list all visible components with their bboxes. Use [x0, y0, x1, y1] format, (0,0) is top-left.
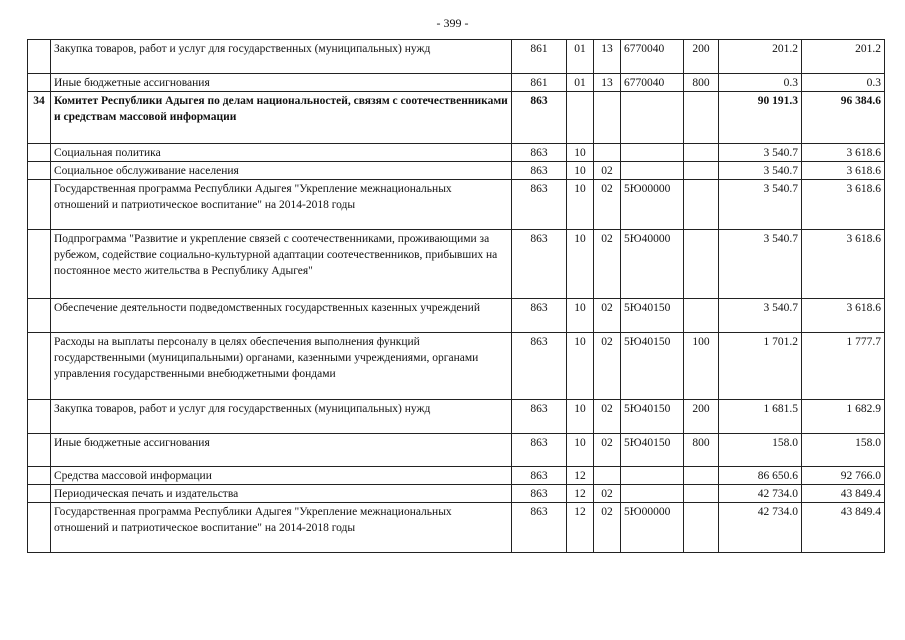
section-code-cell: 12	[567, 467, 594, 485]
item-name-cell: Социальная политика	[51, 144, 512, 162]
item-name-cell: Средства массовой информации	[51, 467, 512, 485]
amount-first-year-cell: 1 681.5	[719, 400, 802, 434]
amount-first-year-cell: 42 734.0	[719, 485, 802, 503]
row-number-cell	[28, 503, 51, 553]
target-article-cell: 5Ю40000	[621, 230, 684, 299]
department-code-cell: 863	[512, 333, 567, 400]
department-code-cell: 863	[512, 162, 567, 180]
subsection-code-cell	[594, 467, 621, 485]
section-code-cell: 10	[567, 333, 594, 400]
department-code-cell: 863	[512, 180, 567, 230]
amount-second-year-cell: 1 777.7	[802, 333, 885, 400]
expense-type-cell: 100	[684, 333, 719, 400]
section-code-cell	[567, 92, 594, 144]
amount-second-year-cell: 3 618.6	[802, 299, 885, 333]
amount-first-year-cell: 3 540.7	[719, 162, 802, 180]
target-article-cell	[621, 144, 684, 162]
target-article-cell	[621, 467, 684, 485]
target-article-cell	[621, 92, 684, 144]
target-article-cell: 6770040	[621, 40, 684, 74]
department-code-cell: 863	[512, 400, 567, 434]
amount-first-year-cell: 3 540.7	[719, 299, 802, 333]
table-body	[28, 40, 885, 553]
amount-second-year-cell: 3 618.6	[802, 162, 885, 180]
table-row	[28, 299, 885, 333]
department-code-cell: 863	[512, 485, 567, 503]
target-article-cell: 5Ю40150	[621, 400, 684, 434]
subsection-code-cell: 02	[594, 434, 621, 467]
row-number-cell	[28, 400, 51, 434]
table-row	[28, 74, 885, 92]
section-code-cell: 01	[567, 40, 594, 74]
amount-second-year-cell: 92 766.0	[802, 467, 885, 485]
table-row	[28, 503, 885, 553]
amount-first-year-cell: 3 540.7	[719, 144, 802, 162]
subsection-code-cell: 13	[594, 74, 621, 92]
amount-first-year-cell: 90 191.3	[719, 92, 802, 144]
section-code-cell: 10	[567, 299, 594, 333]
target-article-cell: 5Ю40150	[621, 333, 684, 400]
target-article-cell	[621, 162, 684, 180]
subsection-code-cell	[594, 144, 621, 162]
row-number-cell	[28, 74, 51, 92]
section-code-cell: 12	[567, 485, 594, 503]
item-name-cell: Иные бюджетные ассигнования	[51, 434, 512, 467]
expense-type-cell	[684, 180, 719, 230]
expense-type-cell: 800	[684, 74, 719, 92]
amount-second-year-cell: 3 618.6	[802, 180, 885, 230]
amount-second-year-cell: 201.2	[802, 40, 885, 74]
target-article-cell: 5Ю40150	[621, 299, 684, 333]
target-article-cell: 5Ю00000	[621, 503, 684, 553]
subsection-code-cell: 02	[594, 485, 621, 503]
amount-second-year-cell: 158.0	[802, 434, 885, 467]
expense-type-cell: 800	[684, 434, 719, 467]
row-number-cell	[28, 485, 51, 503]
subsection-code-cell: 02	[594, 162, 621, 180]
target-article-cell: 5Ю00000	[621, 180, 684, 230]
table-row	[28, 92, 885, 144]
amount-first-year-cell: 201.2	[719, 40, 802, 74]
department-code-cell: 863	[512, 467, 567, 485]
item-name-cell: Расходы на выплаты персоналу в целях обеспечения выполнения функций государственными (муниципальными) органами, казенными учреждениями, органами управления государственными внебюджетными фондами	[51, 333, 512, 400]
amount-first-year-cell: 42 734.0	[719, 503, 802, 553]
expense-type-cell	[684, 299, 719, 333]
amount-first-year-cell: 158.0	[719, 434, 802, 467]
target-article-cell: 6770040	[621, 74, 684, 92]
section-code-cell: 10	[567, 144, 594, 162]
section-code-cell: 10	[567, 162, 594, 180]
section-code-cell: 10	[567, 180, 594, 230]
section-code-cell: 10	[567, 434, 594, 467]
expense-type-cell	[684, 230, 719, 299]
subsection-code-cell: 02	[594, 503, 621, 553]
item-name-cell: Обеспечение деятельности подведомственных государственных казенных учреждений	[51, 299, 512, 333]
amount-first-year-cell: 3 540.7	[719, 180, 802, 230]
expense-type-cell	[684, 485, 719, 503]
item-name-cell: Государственная программа Республики Адыгея "Укрепление межнациональных отношений и патриотическое воспитание" на 2014-2018 годы	[51, 180, 512, 230]
amount-first-year-cell: 1 701.2	[719, 333, 802, 400]
department-code-cell: 863	[512, 503, 567, 553]
amount-second-year-cell: 1 682.9	[802, 400, 885, 434]
subsection-code-cell: 02	[594, 333, 621, 400]
target-article-cell: 5Ю40150	[621, 434, 684, 467]
amount-second-year-cell: 0.3	[802, 74, 885, 92]
table-row	[28, 144, 885, 162]
row-number-cell	[28, 299, 51, 333]
amount-first-year-cell: 0.3	[719, 74, 802, 92]
item-name-cell: Закупка товаров, работ и услуг для государственных (муниципальных) нужд	[51, 400, 512, 434]
item-name-cell: Закупка товаров, работ и услуг для государственных (муниципальных) нужд	[51, 40, 512, 74]
expense-type-cell	[684, 162, 719, 180]
expense-type-cell	[684, 467, 719, 485]
row-number-cell	[28, 467, 51, 485]
expense-type-cell: 200	[684, 400, 719, 434]
item-name-cell: Подпрограмма "Развитие и укрепление связей с соотечественниками, проживающими за рубежом, содействие социально-культурной адаптации соотечественников, прибывших на постоянное место жительства в Республику Адыгея"	[51, 230, 512, 299]
section-code-cell: 01	[567, 74, 594, 92]
table-row	[28, 467, 885, 485]
row-number-cell	[28, 434, 51, 467]
section-code-cell: 10	[567, 230, 594, 299]
row-number-cell	[28, 230, 51, 299]
expense-type-cell: 200	[684, 40, 719, 74]
row-number-cell	[28, 40, 51, 74]
row-number-cell: 34	[28, 92, 51, 144]
target-article-cell	[621, 485, 684, 503]
table-row	[28, 230, 885, 299]
department-code-cell: 863	[512, 434, 567, 467]
amount-second-year-cell: 96 384.6	[802, 92, 885, 144]
item-name-cell: Иные бюджетные ассигнования	[51, 74, 512, 92]
table-row	[28, 333, 885, 400]
table-row	[28, 434, 885, 467]
amount-second-year-cell: 3 618.6	[802, 144, 885, 162]
table-row	[28, 40, 885, 74]
expense-type-cell	[684, 144, 719, 162]
row-number-cell	[28, 162, 51, 180]
table-row	[28, 485, 885, 503]
subsection-code-cell: 13	[594, 40, 621, 74]
section-code-cell: 10	[567, 400, 594, 434]
department-code-cell: 863	[512, 144, 567, 162]
item-name-cell: Социальное обслуживание населения	[51, 162, 512, 180]
item-name-cell: Государственная программа Республики Адыгея "Укрепление межнациональных отношений и патриотическое воспитание" на 2014-2018 годы	[51, 503, 512, 553]
subsection-code-cell: 02	[594, 230, 621, 299]
table-row	[28, 400, 885, 434]
item-name-cell: Периодическая печать и издательства	[51, 485, 512, 503]
page-number: - 399 -	[436, 16, 469, 30]
section-code-cell: 12	[567, 503, 594, 553]
amount-second-year-cell: 3 618.6	[802, 230, 885, 299]
department-code-cell: 861	[512, 40, 567, 74]
row-number-cell	[28, 333, 51, 400]
amount-second-year-cell: 43 849.4	[802, 503, 885, 553]
department-code-cell: 863	[512, 92, 567, 144]
subsection-code-cell: 02	[594, 299, 621, 333]
budget-table	[27, 39, 885, 553]
subsection-code-cell: 02	[594, 180, 621, 230]
item-name-cell: Комитет Республики Адыгея по делам национальностей, связям с соотечественниками и средствам массовой информации	[51, 92, 512, 144]
department-code-cell: 863	[512, 230, 567, 299]
amount-first-year-cell: 86 650.6	[719, 467, 802, 485]
row-number-cell	[28, 144, 51, 162]
row-number-cell	[28, 180, 51, 230]
subsection-code-cell: 02	[594, 400, 621, 434]
table-row	[28, 162, 885, 180]
department-code-cell: 861	[512, 74, 567, 92]
subsection-code-cell	[594, 92, 621, 144]
department-code-cell: 863	[512, 299, 567, 333]
expense-type-cell	[684, 92, 719, 144]
amount-second-year-cell: 43 849.4	[802, 485, 885, 503]
expense-type-cell	[684, 503, 719, 553]
table-row	[28, 180, 885, 230]
amount-first-year-cell: 3 540.7	[719, 230, 802, 299]
